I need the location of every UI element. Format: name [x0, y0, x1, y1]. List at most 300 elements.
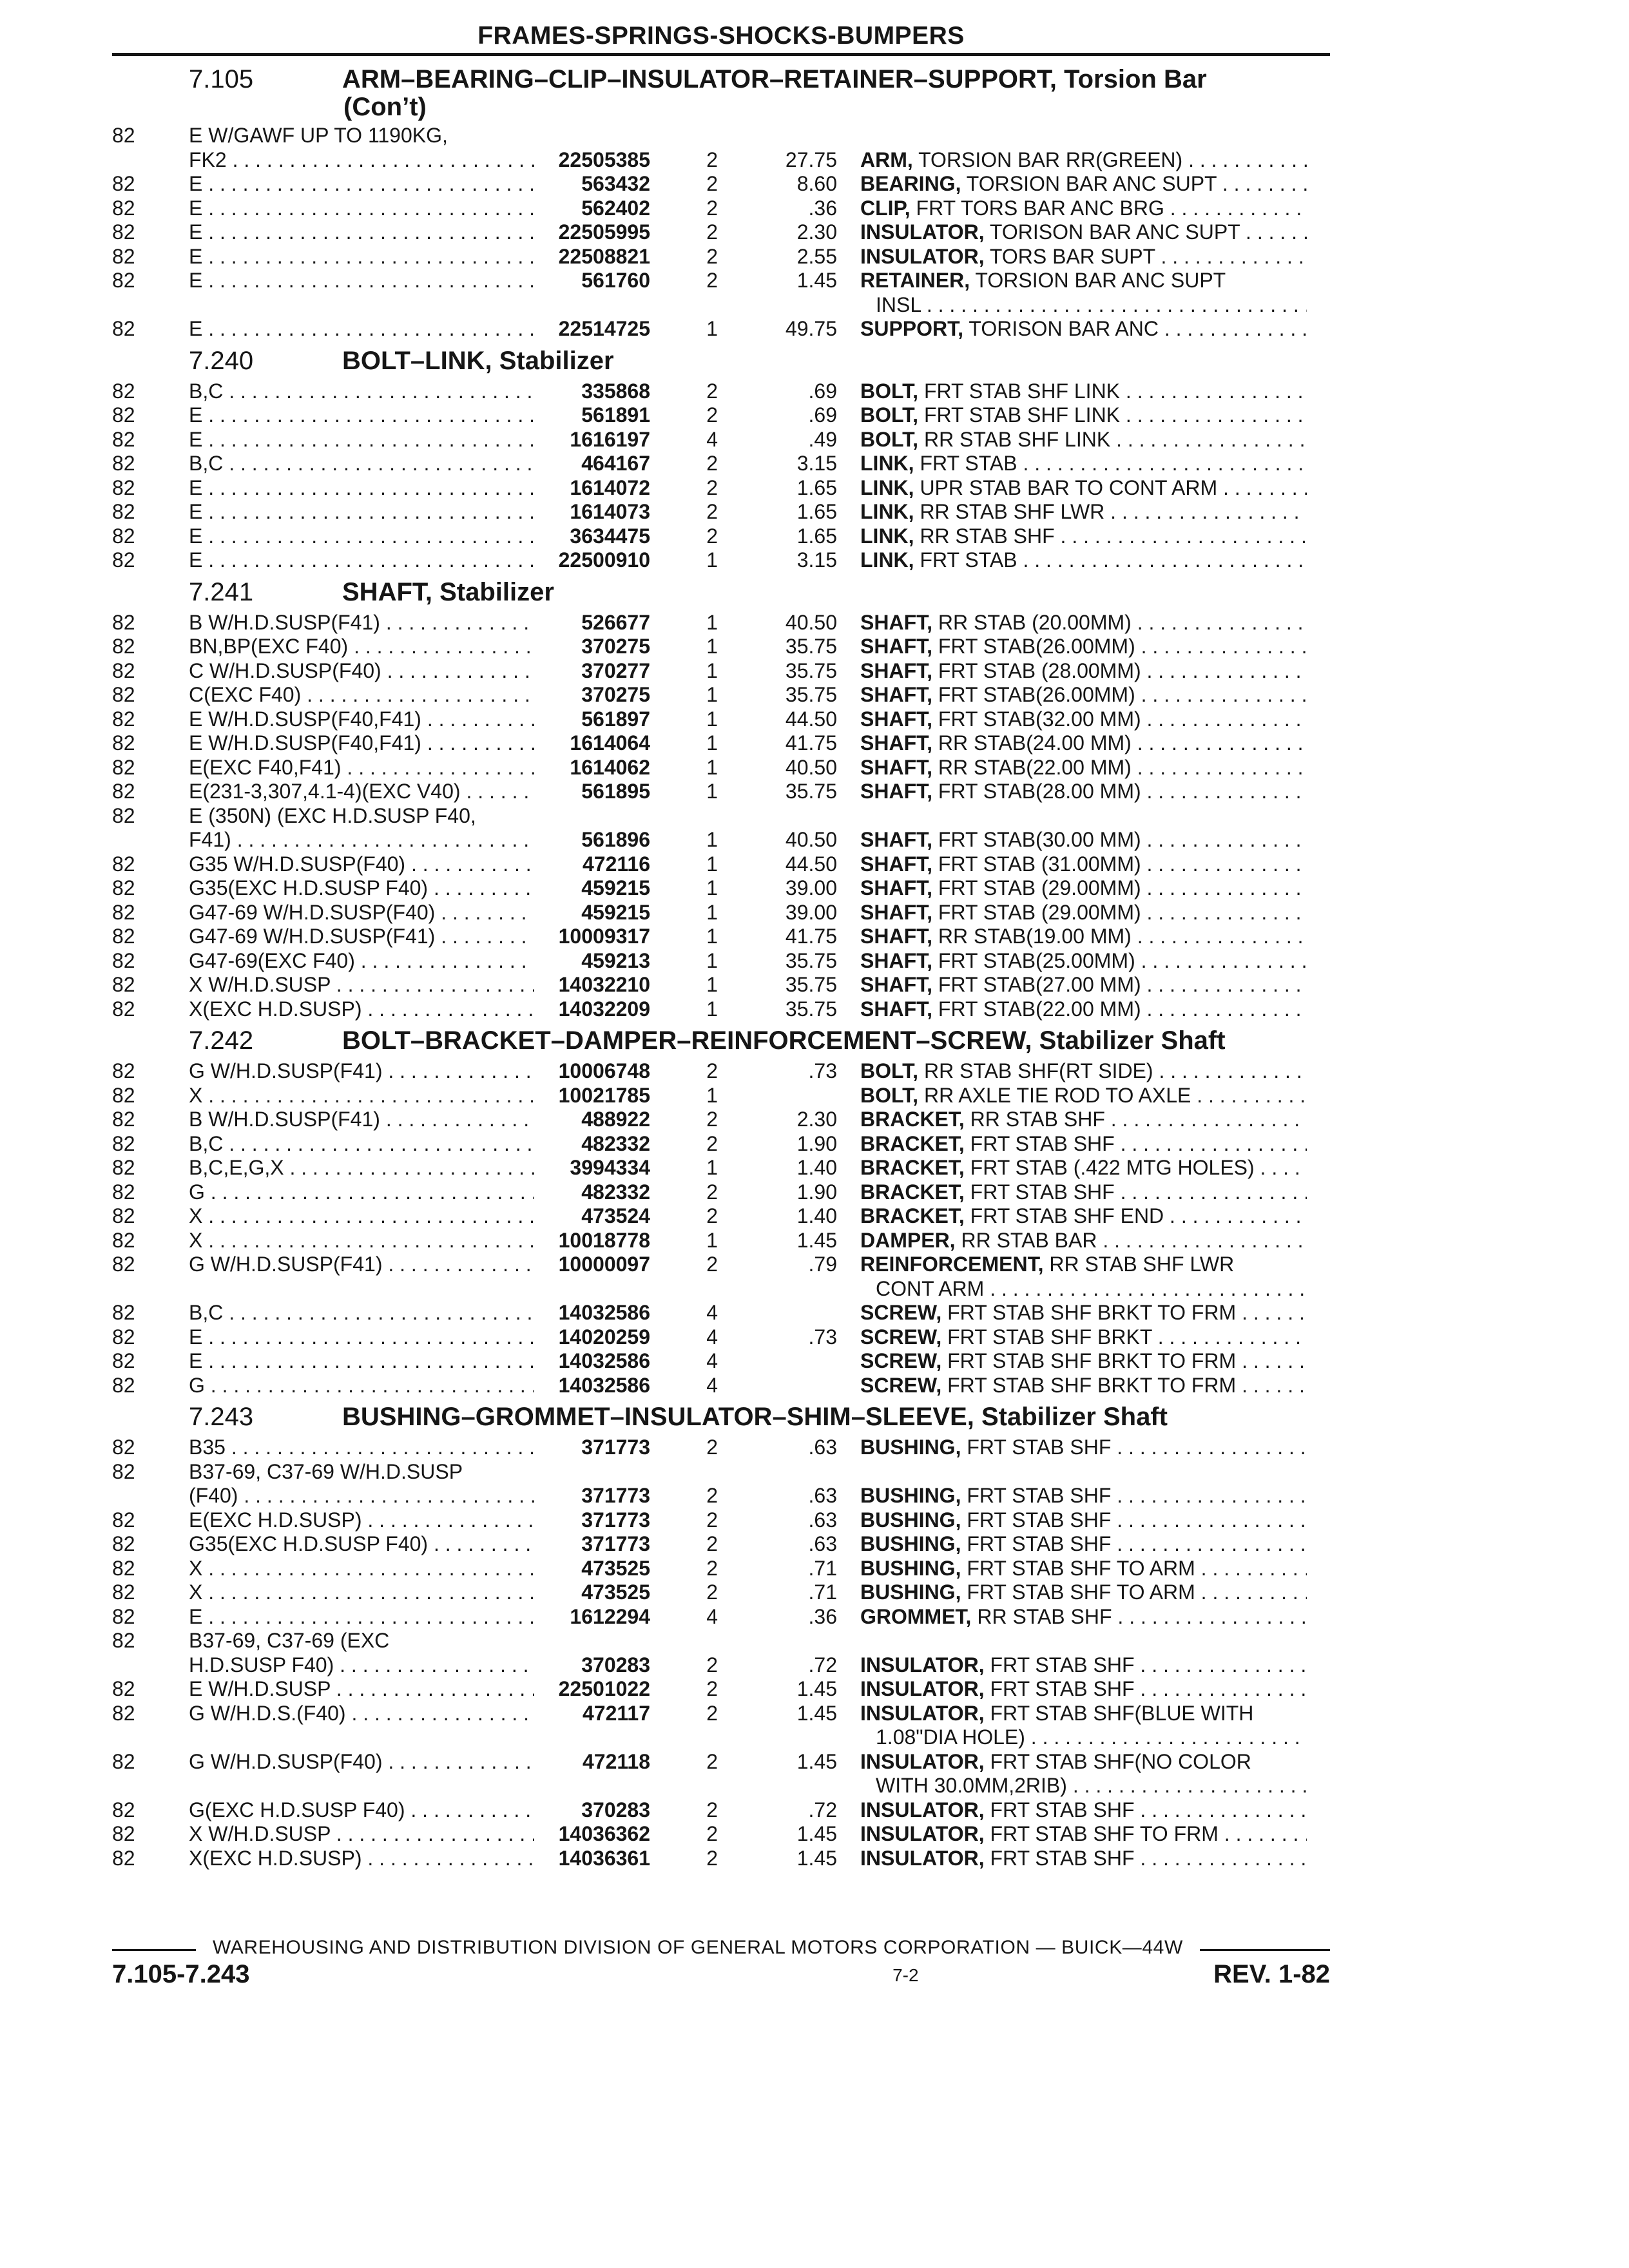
description-line: [860, 1277, 1307, 1302]
description-text: RR STAB(22.00 MM): [938, 755, 1132, 779]
description-line: [860, 148, 1307, 173]
part-row: [112, 124, 1330, 172]
section-number: 7.241: [189, 577, 254, 606]
description: [837, 452, 1307, 476]
quantity-cell: [650, 172, 718, 197]
application-line: BN,BP(EXC F40) . . .: [189, 635, 534, 659]
quantity: 2: [706, 1204, 718, 1227]
quantity-cell: [650, 1557, 718, 1581]
price: 1.45: [796, 1701, 837, 1725]
description: [837, 1374, 1307, 1398]
description: [837, 524, 1307, 549]
part-row: [112, 548, 1330, 573]
part-name: BOLT,: [860, 427, 919, 451]
part-row: [112, 172, 1330, 197]
quantity: 2: [706, 452, 718, 475]
application-line: X . . .: [189, 1581, 534, 1605]
part-number: 473525: [581, 1581, 650, 1604]
application: [189, 1059, 534, 1084]
price-cell: [718, 197, 837, 221]
section-title-subject: Stabilizer: [432, 577, 554, 606]
description-line: [860, 1132, 1307, 1157]
quantity-cell: [650, 452, 718, 476]
part-row: [112, 1301, 1330, 1325]
part-name: SHAFT,: [860, 780, 932, 803]
description-text: RR STAB SHF: [977, 1604, 1112, 1628]
quantity: 1: [706, 973, 718, 996]
part-row: [112, 949, 1330, 974]
part-number-cell: [534, 973, 650, 997]
application: [189, 476, 534, 501]
model-year: 82: [112, 379, 135, 403]
application: [189, 707, 534, 732]
description: [837, 780, 1307, 804]
description-text: RR AXLE TIE ROD TO AXLE: [923, 1083, 1191, 1107]
part-number-cell: [534, 1325, 650, 1350]
quantity: 1: [706, 610, 718, 634]
description-line: [860, 1253, 1307, 1277]
application: [189, 1798, 534, 1823]
application-line: E(EXC F40,F41) . . .: [189, 756, 534, 780]
part-name: INSULATOR,: [860, 220, 985, 244]
quantity-cell: [650, 220, 718, 245]
section-title: [342, 1026, 1330, 1055]
part-number-cell: [534, 1798, 650, 1823]
model-year: 82: [112, 707, 135, 731]
description-text: FRT STAB SHF(NO COLOR: [990, 1749, 1251, 1773]
part-row: [112, 500, 1330, 524]
quantity-cell: [650, 380, 718, 404]
part-number-cell: [534, 403, 650, 428]
description: [837, 901, 1307, 925]
description-line: [860, 1325, 1307, 1350]
description-line: [860, 1484, 1307, 1508]
application-line: X . . .: [189, 1204, 534, 1229]
model-year: 82: [112, 1629, 135, 1652]
price-cell: [718, 524, 837, 549]
quantity: 1: [706, 828, 718, 851]
part-name: SHAFT,: [860, 707, 932, 731]
price-cell: [718, 220, 837, 245]
quantity: 2: [706, 1059, 718, 1082]
description: [837, 1229, 1307, 1253]
model-year: 82: [112, 524, 135, 548]
price: 49.75: [785, 317, 837, 340]
description-text: FRT STAB SHF BRKT: [947, 1325, 1152, 1349]
footer-dash-right: [1200, 1949, 1330, 1951]
part-number: 14032586: [558, 1301, 650, 1324]
section-title: [342, 65, 1330, 94]
application-line: E W/H.D.SUSP(F40,F41) . . .: [189, 731, 534, 756]
part-row: [112, 428, 1330, 452]
description-text: TORSION BAR RR(GREEN): [918, 148, 1183, 171]
part-row: [112, 1229, 1330, 1253]
part-number: 14020259: [558, 1325, 650, 1349]
description: [837, 1508, 1307, 1533]
part-number-cell: [534, 269, 650, 293]
description-text: FRT STAB SHF LINK: [923, 379, 1121, 403]
application: [189, 1374, 534, 1398]
price-cell: [718, 635, 837, 659]
application: [189, 380, 534, 404]
application: [189, 756, 534, 780]
model-year: 82: [112, 220, 135, 244]
application-line: E W/H.D.SUSP . . .: [189, 1677, 534, 1702]
part-number: 370283: [581, 1653, 650, 1677]
description-line: [860, 1774, 1307, 1798]
quantity: 1: [706, 925, 718, 948]
part-number: 473524: [581, 1204, 650, 1227]
quantity: 1: [706, 1228, 718, 1252]
quantity: 1: [706, 658, 718, 682]
model-year: 82: [112, 427, 135, 451]
application-line: X(EXC H.D.SUSP) . . .: [189, 997, 534, 1022]
section-7-242: [112, 1026, 1330, 1398]
price-cell: [718, 269, 837, 293]
part-number: 473525: [581, 1556, 650, 1580]
quantity: 2: [706, 1556, 718, 1580]
model-year: 82: [112, 1325, 135, 1349]
part-name: INSULATOR,: [860, 1822, 985, 1845]
quantity: 2: [706, 403, 718, 427]
application: [189, 925, 534, 949]
description-line: [860, 756, 1307, 780]
description-line: [860, 1180, 1307, 1205]
price: 35.75: [785, 973, 837, 996]
part-row: [112, 476, 1330, 501]
quantity: 2: [706, 500, 718, 523]
part-row: [112, 220, 1330, 245]
model-year: 82: [112, 1180, 135, 1204]
application: [189, 1847, 534, 1871]
description-line: [860, 901, 1307, 925]
quantity-cell: [650, 1847, 718, 1871]
description-text: FRT STAB(26.00MM): [938, 683, 1135, 706]
part-number-cell: [534, 780, 650, 804]
quantity-cell: [650, 1059, 718, 1084]
application: [189, 1750, 534, 1774]
price-cell: [718, 949, 837, 974]
model-year: 82: [112, 1301, 135, 1324]
description-text: RR STAB SHF LINK: [923, 427, 1111, 451]
description-line: [860, 1108, 1307, 1132]
part-number-cell: [534, 1253, 650, 1277]
part-number-cell: [534, 1349, 650, 1374]
part-row: [112, 1822, 1330, 1847]
model-year: 82: [112, 1581, 135, 1604]
part-number: 370283: [581, 1798, 650, 1821]
part-number: 561897: [581, 707, 650, 731]
description: [837, 1084, 1307, 1108]
description-text: FRT STAB SHF: [967, 1508, 1112, 1532]
application: [189, 1301, 534, 1325]
part-number-cell: [534, 1108, 650, 1132]
model-year: 82: [112, 1822, 135, 1845]
quantity: 2: [706, 1508, 718, 1532]
quantity: 2: [706, 1822, 718, 1845]
price-cell: [718, 317, 837, 341]
part-name: INSULATOR,: [860, 1701, 985, 1725]
quantity-cell: [650, 1798, 718, 1823]
part-row: [112, 756, 1330, 780]
part-number-cell: [534, 683, 650, 707]
part-row: [112, 452, 1330, 476]
application-line: E (350N) (EXC H.D.SUSP F40,: [189, 803, 476, 827]
application: [189, 997, 534, 1022]
section-title-subject: Stabilizer Shaft: [1032, 1026, 1226, 1055]
price: 1.45: [796, 1749, 837, 1773]
description-line: [860, 1822, 1307, 1847]
application: [189, 1229, 534, 1253]
part-number-cell: [534, 1508, 650, 1533]
section-title-subject: Torsion Bar: [1057, 65, 1207, 93]
part-name: LINK,: [860, 500, 914, 523]
application: [189, 1605, 534, 1629]
part-number-cell: [534, 1156, 650, 1180]
application: [189, 124, 534, 172]
part-name: SHAFT,: [860, 876, 932, 899]
application: [189, 731, 534, 756]
part-number: 526677: [581, 610, 650, 634]
quantity-cell: [650, 659, 718, 684]
application: [189, 1436, 534, 1460]
description-text: TORS BAR SUPT: [989, 244, 1155, 268]
description-line: [860, 852, 1307, 877]
part-number-cell: [534, 1084, 650, 1108]
price-cell: [718, 380, 837, 404]
price: 1.65: [796, 476, 837, 499]
part-number: 14032209: [558, 997, 650, 1021]
quantity-cell: [650, 1374, 718, 1398]
application-line: G47-69 W/H.D.SUSP(F41) . . .: [189, 925, 534, 949]
quantity: 2: [706, 1108, 718, 1131]
price: 40.50: [785, 828, 837, 851]
part-number: 459215: [581, 900, 650, 924]
quantity-cell: [650, 317, 718, 341]
part-number: 482332: [581, 1180, 650, 1204]
application: [189, 548, 534, 573]
quantity-cell: [650, 428, 718, 452]
part-name: BUSHING,: [860, 1532, 961, 1555]
price: 40.50: [785, 755, 837, 779]
part-number-cell: [534, 901, 650, 925]
model-year: 82: [112, 803, 135, 827]
description-text: RR STAB BAR: [961, 1228, 1097, 1252]
description: [837, 220, 1307, 245]
model-year: 82: [112, 1349, 135, 1372]
quantity: 4: [706, 427, 718, 451]
header-rule: [112, 53, 1330, 56]
description: [837, 997, 1307, 1022]
footer-dash-left: [112, 1949, 196, 1951]
quantity-cell: [650, 1581, 718, 1605]
part-number-cell: [534, 1677, 650, 1702]
price-cell: [718, 1508, 837, 1533]
application: [189, 197, 534, 221]
description: [837, 1460, 1307, 1508]
description-text: TORSION BAR ANC SUPT: [966, 172, 1217, 195]
price: 39.00: [785, 900, 837, 924]
description: [837, 1798, 1307, 1823]
model-year: 82: [112, 1083, 135, 1107]
part-number: 464167: [581, 452, 650, 475]
price-cell: [718, 1750, 837, 1774]
part-number: 14032210: [558, 973, 650, 996]
part-name: ARM,: [860, 148, 913, 171]
application: [189, 1180, 534, 1205]
part-number-cell: [534, 707, 650, 732]
part-name: BOLT,: [860, 379, 919, 403]
application-line: G . . .: [189, 1374, 534, 1398]
part-number-cell: [534, 1059, 650, 1084]
quantity: 1: [706, 707, 718, 731]
application-line: G W/H.D.SUSP(F41) . . .: [189, 1059, 534, 1084]
description: [837, 683, 1307, 707]
part-row: [112, 731, 1330, 756]
section-heading: [112, 347, 1330, 376]
description-line: [860, 1156, 1307, 1180]
description-text: FRT STAB(27.00 MM): [938, 973, 1141, 996]
quantity: 1: [706, 755, 718, 779]
part-row: [112, 1557, 1330, 1581]
application-line: E . . .: [189, 476, 534, 501]
quantity-cell: [650, 1436, 718, 1460]
model-year: 82: [112, 1228, 135, 1252]
quantity: 2: [706, 1436, 718, 1459]
quantity-cell: [650, 611, 718, 635]
part-number-cell: [534, 659, 650, 684]
application: [189, 876, 534, 901]
part-row: [112, 1581, 1330, 1605]
quantity: 2: [706, 220, 718, 244]
description-text: FRT TORS BAR ANC BRG: [916, 196, 1164, 220]
price-cell: [718, 876, 837, 901]
section-title-keywords: SHAFT,: [342, 577, 432, 606]
price-cell: [718, 1204, 837, 1229]
price: .79: [808, 1253, 837, 1276]
description: [837, 1581, 1307, 1605]
page-title: FRAMES-SPRINGS-SHOCKS-BUMPERS: [477, 22, 965, 50]
price-cell: [718, 1059, 837, 1084]
part-number: 370275: [581, 635, 650, 658]
description-line: [860, 476, 1307, 501]
model-year: 82: [112, 1156, 135, 1179]
application: [189, 1084, 534, 1108]
part-name: BRACKET,: [860, 1180, 965, 1204]
price: 3.15: [796, 548, 837, 572]
part-row: [112, 1349, 1330, 1374]
application-line: B,C,E,G,X . . .: [189, 1156, 534, 1180]
model-year: 82: [112, 683, 135, 706]
part-number-cell: [534, 1847, 650, 1871]
part-number-cell: [534, 1204, 650, 1229]
application: [189, 220, 534, 245]
section-title-keywords: BOLT–LINK,: [342, 346, 492, 375]
part-name: SCREW,: [860, 1325, 942, 1349]
application: [189, 780, 534, 804]
application: [189, 852, 534, 877]
quantity: 1: [706, 683, 718, 706]
part-name: GROMMET,: [860, 1604, 972, 1628]
application-line: B37-69, C37-69 W/H.D.SUSP: [189, 1459, 463, 1483]
description-text: FRT STAB SHF LINK: [923, 403, 1121, 427]
description-text: WITH 30.0MM,2RIB): [876, 1774, 1067, 1797]
part-name: INSULATOR,: [860, 244, 985, 268]
application-line: G W/H.D.SUSP(F40) . . .: [189, 1750, 534, 1774]
part-number-cell: [534, 500, 650, 524]
part-row: [112, 1132, 1330, 1157]
part-name: DAMPER,: [860, 1228, 956, 1252]
price: .49: [808, 427, 837, 451]
application-line: X . . .: [189, 1557, 534, 1581]
sections-container: [112, 65, 1330, 1870]
description: [837, 707, 1307, 732]
page-footer: [112, 1936, 1330, 1988]
quantity-cell: [650, 269, 718, 293]
quantity-cell: [650, 1629, 718, 1677]
description-text: FRT STAB SHF: [967, 1532, 1112, 1555]
part-row: [112, 1436, 1330, 1460]
part-name: SCREW,: [860, 1373, 942, 1397]
part-number-cell: [534, 949, 650, 974]
description: [837, 380, 1307, 404]
application-line: E . . .: [189, 172, 534, 197]
section-title: [342, 578, 1330, 607]
description-text: FRT STAB SHF BRKT TO FRM: [947, 1301, 1237, 1324]
description-line: [860, 1581, 1307, 1605]
description-text: RR STAB SHF: [920, 524, 1055, 548]
price-cell: [718, 1847, 837, 1871]
quantity: 2: [706, 1701, 718, 1725]
quantity-cell: [650, 1822, 718, 1847]
model-year: 82: [112, 635, 135, 658]
price: 1.65: [796, 500, 837, 523]
part-row: [112, 1677, 1330, 1702]
model-year: 82: [112, 948, 135, 972]
description-text: FRT STAB SHF: [967, 1436, 1112, 1459]
description-text: FRT STAB(32.00 MM): [938, 707, 1141, 731]
application: [189, 428, 534, 452]
part-number-cell: [534, 876, 650, 901]
description-line: [860, 500, 1307, 524]
model-year: 82: [112, 1131, 135, 1155]
description-text: FRT STAB (29.00MM): [938, 900, 1141, 924]
price: 27.75: [785, 148, 837, 171]
description: [837, 403, 1307, 428]
price-cell: [718, 852, 837, 877]
price: 3.15: [796, 452, 837, 475]
part-row: [112, 780, 1330, 804]
quantity: 2: [706, 244, 718, 268]
description: [837, 476, 1307, 501]
part-number: 10009317: [558, 925, 650, 948]
part-name: SHAFT,: [860, 900, 932, 924]
description: [837, 731, 1307, 756]
quantity: 1: [706, 635, 718, 658]
description-text: FRT STAB SHF(BLUE WITH: [990, 1701, 1254, 1725]
parts-list: [112, 124, 1330, 341]
description-line: [860, 380, 1307, 404]
model-year: 82: [112, 1253, 135, 1276]
price-cell: [718, 1436, 837, 1460]
quantity: 2: [706, 1653, 718, 1677]
part-row: [112, 804, 1330, 852]
description-text: RR STAB(19.00 MM): [938, 925, 1132, 948]
description-text: 1.08"DIA HOLE): [876, 1725, 1025, 1749]
price-cell: [718, 1253, 837, 1277]
part-number: 1614073: [570, 500, 650, 523]
part-number: 561760: [581, 269, 650, 292]
